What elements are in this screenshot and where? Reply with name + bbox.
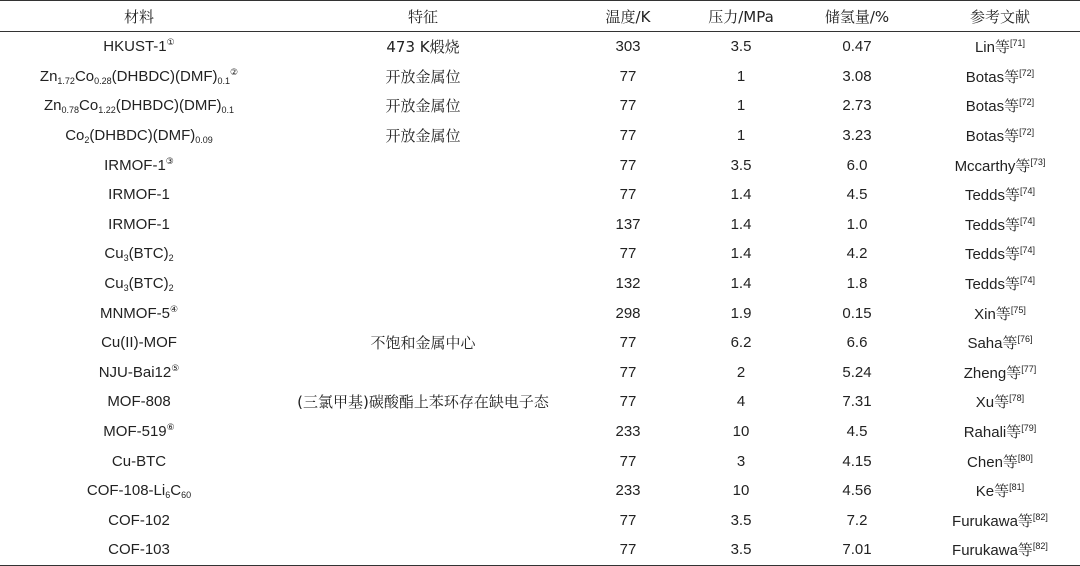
cell-reference (920, 417, 1080, 447)
cell-feature: 开放金属位 (385, 127, 461, 146)
cell-storage: 1.0 (846, 215, 868, 233)
cell-feature (278, 210, 568, 240)
cell-pressure: 1.4 (730, 186, 752, 204)
material-text: MOF-808 (107, 393, 171, 411)
reference-etal: 等 (995, 38, 1011, 57)
table-row (0, 506, 1080, 536)
cell-temperature: 77 (568, 535, 688, 565)
material-text: (BTC) (128, 275, 169, 293)
material-text: Co (74, 67, 95, 85)
cell-material (0, 269, 278, 299)
reference-etal: 等 (1005, 245, 1021, 264)
reference-author: Botas (965, 98, 1005, 116)
cell-pressure: 1.4 (730, 245, 752, 263)
cell-material (0, 239, 278, 269)
cell-feature: 不饱和金属中心 (370, 334, 476, 353)
material-text: Cu (104, 245, 124, 263)
header-reference: 参考文献 (920, 1, 1080, 32)
cell-storage: 7.01 (794, 535, 920, 565)
reference-author: Tedds (964, 216, 1005, 234)
cell-pressure: 6.2 (730, 334, 752, 352)
reference-author: Tedds (964, 246, 1005, 264)
cell-reference (920, 121, 1080, 151)
cell-storage: 6.6 (846, 334, 868, 352)
cell-storage: 6.0 (846, 156, 868, 174)
material-text: IRMOF-1 (104, 156, 166, 174)
cell-feature (278, 239, 568, 269)
cell-reference (920, 269, 1080, 299)
reference-number: [72] (1019, 97, 1035, 108)
cell-storage: 5.24 (842, 363, 872, 381)
reference-number: [74] (1020, 275, 1036, 286)
cell-reference (920, 180, 1080, 210)
cell-temperature: 233 (615, 423, 641, 441)
material-footnote-mark: ④ (169, 303, 179, 314)
material-text: (DHBDC)(DMF) (111, 67, 218, 85)
cell-storage: 7.2 (846, 511, 868, 529)
cell-material (0, 150, 278, 180)
reference-author: Xin (974, 305, 996, 323)
cell-feature (278, 506, 568, 536)
cell-storage: 7.31 (842, 393, 872, 411)
cell-pressure: 1.4 (730, 215, 752, 233)
cell-temperature: 137 (615, 215, 641, 233)
reference-number: [74] (1020, 245, 1036, 256)
table-row (0, 91, 1080, 121)
material-subscript: 0.28 (94, 75, 112, 86)
header-storage: 储氢量/% (794, 1, 920, 32)
table-body (0, 32, 1080, 566)
reference-number: [71] (1010, 38, 1026, 49)
material-text: Co (79, 97, 99, 115)
cell-feature (278, 269, 568, 299)
header-row (0, 1, 1080, 32)
material-footnote-mark: ⑤ (171, 362, 180, 373)
cell-temperature: 132 (615, 275, 641, 293)
reference-number: [74] (1020, 215, 1036, 226)
material-footnote-mark: ① (166, 37, 175, 48)
table-row (0, 446, 1080, 476)
cell-temperature: 77 (619, 511, 637, 529)
cell-reference (920, 32, 1080, 62)
reference-author: Xu (975, 394, 995, 412)
cell-pressure: 10 (732, 482, 750, 500)
reference-etal: 等 (1015, 156, 1031, 175)
reference-etal: 等 (1017, 511, 1033, 530)
material-text: IRMOF-1 (108, 215, 170, 233)
table-row (0, 476, 1080, 506)
table-row (0, 535, 1080, 565)
reference-number: [72] (1019, 67, 1035, 78)
cell-pressure: 3.5 (730, 38, 752, 56)
cell-pressure: 1 (736, 97, 746, 115)
cell-reference (920, 506, 1080, 536)
material-text: (DHBDC)(DMF) (89, 127, 196, 145)
cell-feature: 473 K煅烧 (386, 38, 460, 57)
cell-material (0, 62, 278, 92)
material-text: MNMOF-5 (99, 304, 170, 322)
material-text: C (170, 482, 182, 500)
cell-pressure: 3.5 (730, 511, 752, 529)
material-footnote-mark: ③ (165, 155, 174, 166)
reference-author: Saha (967, 335, 1003, 353)
cell-material (0, 446, 278, 476)
cell-material (0, 210, 278, 240)
cell-reference (920, 62, 1080, 92)
reference-author: Zheng (963, 364, 1007, 382)
table-row (0, 180, 1080, 210)
table-row (0, 62, 1080, 92)
table-row (0, 32, 1080, 62)
reference-etal: 等 (994, 482, 1010, 501)
material-text: Zn (43, 97, 62, 115)
cell-pressure: 4 (736, 393, 746, 411)
material-subscript: 2 (168, 283, 174, 294)
cell-temperature: 77 (619, 67, 637, 85)
reference-author: Furukawa (952, 512, 1018, 530)
cell-temperature: 77 (619, 334, 637, 352)
header-feature: 特征 (278, 1, 568, 32)
reference-author: Botas (965, 128, 1005, 146)
cell-temperature: 77 (619, 127, 637, 145)
cell-reference (920, 150, 1080, 180)
reference-number: [76] (1017, 334, 1033, 345)
reference-etal: 等 (1017, 541, 1033, 560)
material-subscript: 0.09 (195, 135, 213, 146)
reference-author: Furukawa (952, 542, 1018, 560)
cell-temperature: 77 (619, 452, 637, 470)
cell-temperature: 77 (619, 363, 637, 381)
table-row (0, 150, 1080, 180)
cell-material (0, 506, 278, 536)
reference-etal: 等 (1004, 67, 1020, 86)
reference-number: [77] (1021, 363, 1037, 374)
material-subscript: 1.22 (98, 105, 116, 116)
reference-number: [72] (1019, 127, 1035, 138)
cell-feature (278, 358, 568, 388)
cell-storage: 3.08 (842, 67, 872, 85)
cell-storage: 4.56 (842, 482, 872, 500)
material-text: COF-102 (108, 511, 170, 529)
material-subscript: 60 (181, 490, 192, 501)
material-footnote-mark: ② (230, 66, 239, 77)
cell-pressure: 3.5 (688, 535, 794, 565)
reference-author: Rahali (963, 424, 1007, 442)
cell-reference (920, 476, 1080, 506)
cell-temperature: 233 (615, 482, 641, 500)
reference-author: Lin (974, 39, 995, 57)
material-text: COF-103 (108, 541, 170, 559)
material-text: Cu-BTC (111, 452, 167, 470)
reference-number: [82] (1032, 511, 1048, 522)
material-text: HKUST-1 (103, 38, 167, 56)
material-text: Cu(II)-MOF (101, 334, 177, 352)
reference-number: [73] (1030, 156, 1046, 167)
material-text: Cu (104, 275, 124, 293)
reference-author: Mccarthy (954, 157, 1016, 175)
cell-material (0, 387, 278, 417)
cell-reference (920, 328, 1080, 358)
table-row (0, 417, 1080, 447)
table-row (0, 328, 1080, 358)
cell-material (0, 417, 278, 447)
cell-pressure: 1 (736, 67, 746, 85)
reference-etal: 等 (1004, 97, 1020, 116)
cell-temperature: 77 (619, 393, 637, 411)
cell-material (0, 358, 278, 388)
material-text: MOF-519 (103, 423, 167, 441)
reference-number: [80] (1017, 452, 1033, 463)
reference-etal: 等 (1006, 363, 1022, 382)
reference-author: Botas (965, 68, 1005, 86)
cell-feature: 开放金属位 (385, 97, 461, 116)
cell-pressure: 3 (736, 452, 746, 470)
cell-pressure: 10 (732, 423, 750, 441)
cell-storage: 0.47 (842, 38, 872, 56)
cell-feature (278, 180, 568, 210)
material-footnote-mark: ⑥ (166, 422, 175, 433)
material-subscript: 3 (123, 283, 129, 294)
table-row (0, 269, 1080, 299)
table-row (0, 298, 1080, 328)
cell-storage: 4.5 (846, 186, 868, 204)
cell-reference (920, 91, 1080, 121)
material-text: Co (65, 127, 85, 145)
reference-etal: 等 (995, 304, 1011, 323)
table-row (0, 121, 1080, 151)
reference-author: Chen (967, 453, 1003, 471)
reference-number: [74] (1020, 186, 1036, 197)
cell-storage: 4.5 (846, 423, 868, 441)
cell-feature (278, 417, 568, 447)
cell-pressure: 2 (736, 363, 746, 381)
cell-feature (278, 476, 568, 506)
material-text: NJU-Bai12 (98, 363, 172, 381)
cell-temperature: 298 (615, 304, 641, 322)
cell-storage: 4.2 (846, 245, 868, 263)
reference-etal: 等 (1002, 334, 1018, 353)
material-subscript: 2 (168, 253, 174, 264)
table-row (0, 387, 1080, 417)
cell-reference (920, 239, 1080, 269)
cell-material (0, 32, 278, 62)
cell-feature (278, 298, 568, 328)
cell-reference (920, 210, 1080, 240)
cell-material (0, 476, 278, 506)
cell-reference (920, 446, 1080, 476)
reference-author: Ke (975, 483, 995, 501)
reference-author: Tedds (964, 187, 1005, 205)
material-text: IRMOF-1 (108, 186, 170, 204)
header-pressure: 压力/MPa (688, 1, 794, 32)
cell-pressure: 1 (736, 127, 746, 145)
material-text: (DHBDC)(DMF) (115, 97, 222, 115)
reference-author: Tedds (964, 276, 1005, 294)
reference-number: [78] (1009, 393, 1025, 404)
cell-storage: 0.15 (842, 304, 872, 322)
cell-temperature: 77 (619, 186, 637, 204)
cell-reference (920, 535, 1080, 565)
cell-storage: 2.73 (842, 97, 872, 115)
cell-storage: 4.15 (842, 452, 872, 470)
cell-feature (278, 150, 568, 180)
material-subscript: 0.1 (217, 75, 230, 86)
cell-temperature: 77 (619, 156, 637, 174)
material-subscript: 6 (165, 490, 171, 501)
material-subscript: 2 (84, 135, 90, 146)
cell-temperature: 77 (619, 97, 637, 115)
reference-etal: 等 (1005, 215, 1021, 234)
cell-reference (920, 358, 1080, 388)
reference-etal: 等 (1002, 452, 1018, 471)
cell-pressure: 1.9 (730, 304, 752, 322)
cell-temperature: 77 (619, 245, 637, 263)
header-material: 材料 (0, 1, 278, 32)
cell-material (0, 91, 278, 121)
reference-number: [82] (1032, 541, 1048, 552)
cell-material (0, 298, 278, 328)
cell-feature: 开放金属位 (385, 67, 461, 86)
cell-pressure: 1.4 (730, 275, 752, 293)
material-text: Zn (39, 67, 58, 85)
cell-reference (920, 387, 1080, 417)
cell-material (0, 180, 278, 210)
table-row (0, 358, 1080, 388)
reference-etal: 等 (994, 393, 1010, 412)
material-subscript: 3 (123, 253, 129, 264)
material-subscript: 1.72 (57, 75, 75, 86)
material-subscript: 0.1 (221, 105, 235, 116)
cell-reference (920, 298, 1080, 328)
cell-material (0, 535, 278, 565)
reference-number: [79] (1021, 423, 1037, 434)
material-text: (BTC) (128, 245, 169, 263)
cell-storage: 1.8 (846, 275, 868, 293)
cell-material (0, 328, 278, 358)
reference-etal: 等 (1006, 423, 1022, 442)
cell-feature: (三氯甲基)碳酸酯上苯环存在缺电子态 (297, 393, 549, 412)
table-row (0, 239, 1080, 269)
reference-number: [81] (1009, 482, 1025, 493)
material-subscript: 0.78 (61, 105, 79, 116)
header-temperature: 温度/K (568, 1, 688, 32)
cell-material (0, 121, 278, 151)
cell-feature (278, 535, 568, 565)
material-text: COF-108-Li (86, 482, 166, 500)
cell-pressure: 3.5 (730, 156, 752, 174)
reference-etal: 等 (1005, 275, 1021, 294)
cell-storage: 3.23 (842, 127, 872, 145)
cell-feature (278, 446, 568, 476)
reference-etal: 等 (1004, 127, 1020, 146)
reference-number: [75] (1010, 304, 1026, 315)
reference-etal: 等 (1005, 186, 1021, 205)
table-row (0, 210, 1080, 240)
cell-temperature: 303 (615, 38, 641, 56)
